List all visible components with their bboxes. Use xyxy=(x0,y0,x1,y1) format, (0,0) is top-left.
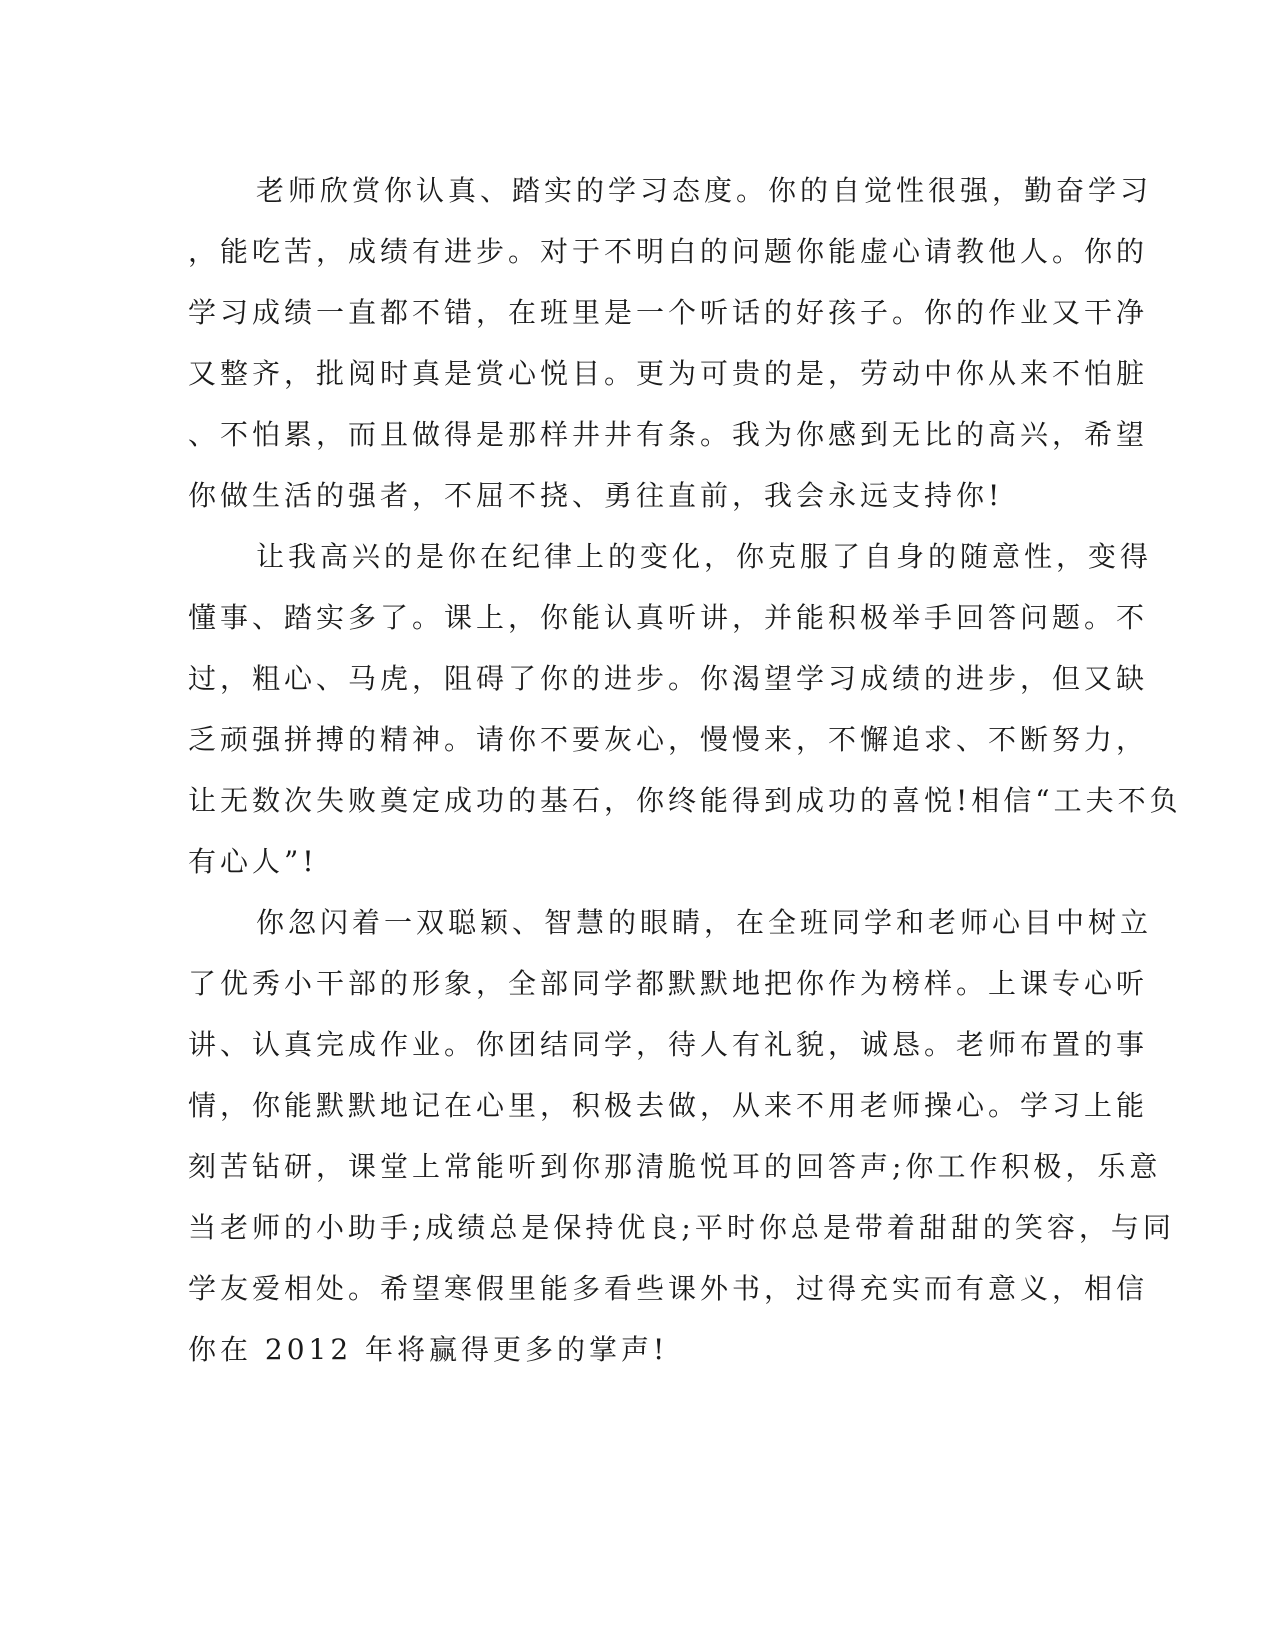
paragraph-1 xyxy=(188,160,1153,526)
text-line: 学友爱相处。希望寒假里能多看些课外书，过得充实而有意义，相信 xyxy=(188,1272,1149,1305)
text-line: 、不怕累，而且做得是那样井井有条。我为你感到无比的高兴，希望 xyxy=(188,418,1149,451)
text-line: 老师欣赏你认真、踏实的学习态度。你的自觉性很强，勤奋学习 xyxy=(256,174,1153,207)
text-line: 你忽闪着一双聪颖、智慧的眼睛，在全班同学和老师心目中树立 xyxy=(256,906,1153,939)
text-line: 让无数次失败奠定成功的基石，你终能得到成功的喜悦!相信“工夫不负 xyxy=(188,784,1182,817)
document-body xyxy=(188,160,1182,1380)
text-line: 过，粗心、马虎，阻碍了你的进步。你渴望学习成绩的进步，但又缺 xyxy=(188,662,1149,695)
text-line: 又整齐，批阅时真是赏心悦目。更为可贵的是，劳动中你从来不怕脏 xyxy=(188,357,1149,390)
text-line: 讲、认真完成作业。你团结同学，待人有礼貌，诚恳。老师布置的事 xyxy=(188,1028,1149,1061)
text-line: 学习成绩一直都不错，在班里是一个听话的好孩子。你的作业又干净 xyxy=(188,296,1149,329)
text-line: 刻苦钻研，课堂上常能听到你那清脆悦耳的回答声;你工作积极，乐意 xyxy=(188,1150,1162,1183)
text-line: 你做生活的强者，不屈不挠、勇往直前，我会永远支持你! xyxy=(188,479,1004,512)
paragraph-3 xyxy=(188,892,1175,1380)
paragraph-2 xyxy=(188,526,1182,892)
text-line: ，能吃苦，成绩有进步。对于不明白的问题你能虚心请教他人。你的 xyxy=(188,235,1149,268)
text-line: 当老师的小助手;成绩总是保持优良;平时你总是带着甜甜的笑容，与同 xyxy=(188,1211,1175,1244)
text-line: 你在 2012 年将赢得更多的掌声! xyxy=(188,1333,669,1366)
text-line: 乏顽强拼搏的精神。请你不要灰心，慢慢来，不懈追求、不断努力， xyxy=(188,723,1149,756)
text-line: 让我高兴的是你在纪律上的变化，你克服了自身的随意性，变得 xyxy=(256,540,1153,573)
text-line: 有心人”! xyxy=(188,845,318,878)
text-line: 了优秀小干部的形象，全部同学都默默地把你作为榜样。上课专心听 xyxy=(188,967,1149,1000)
text-line: 情，你能默默地记在心里，积极去做，从来不用老师操心。学习上能 xyxy=(188,1089,1149,1122)
text-line: 懂事、踏实多了。课上，你能认真听讲，并能积极举手回答问题。不 xyxy=(188,601,1149,634)
